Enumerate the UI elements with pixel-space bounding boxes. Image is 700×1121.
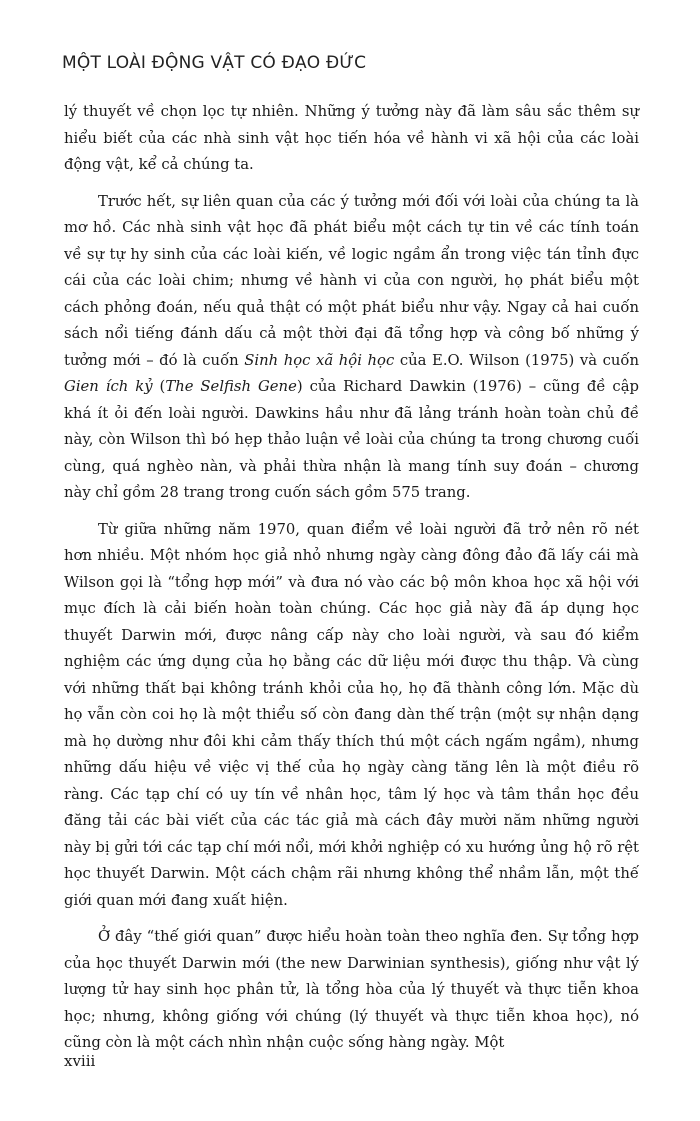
text-run: ( xyxy=(152,378,166,395)
running-head: MỘT LOÀI ĐỘNG VẬT CÓ ĐẠO ĐỨC xyxy=(62,53,367,73)
text-run: Ở đây “thế giới quan” được hiểu hoàn toàn theo nghĩa đen. Sự tổng hợp của học thuyết Darwin mới (the new Darwinian synthesis), giống như vật lý lượng tử hay sinh học phân tử, là tổng hòa của lý thuyết và thực tiễn khoa học; nhưng, không giống với chúng (lý thuyết và thực tiễn khoa học), nó cũng còn là một cách nhìn nhận cuộc sống hàng ngày. Một xyxy=(64,928,639,1051)
text-run: Từ giữa những năm 1970, quan điểm về loài người đã trở nên rõ nét hơn nhiều. Một nhóm học giả nhỏ nhưng ngày càng đông đảo đã lấy cái mà Wilson gọi là “tổng hợp mới” và đưa nó vào các bộ môn khoa học xã hội với mục đích là cải biến hoàn toàn chúng. Các học giả này đã áp dụng học thuyết Darwin mới, được nâng cấp này cho loài người, và sau đó kiểm nghiệm các ứng dụng của họ bằng các dữ liệu mới được thu thập. Và cùng với những thất bại không tránh khỏi của họ, họ đã thành công lớn. Mặc dù họ vẫn còn coi họ là một thiểu số còn đang dàn thế trận (một sự nhận dạng mà họ dường như đôi khi cảm thấy thích thú một cách ngấm ngầm), nhưng những dấu hiệu về việc vị thế của họ ngày càng tăng lên là một điều rõ ràng. Các tạp chí có uy tín về nhân học, tâm lý học và tâm thần học đều đăng tải các bài viết của các tác giả mà cách đây mười năm những người này bị gửi tới các tạp chí mới nổi, mới khởi nghiệp có xu hướng ủng hộ rõ rệt học thuyết Darwin. Một cách chậm rãi nhưng không thể nhầm lẫn, một thế giới quan mới đang xuất hiện. xyxy=(64,520,639,909)
text-run: của E.O. Wilson (1975) và cuốn xyxy=(394,351,640,369)
paragraph-4 xyxy=(64,924,639,1057)
paragraph-3 xyxy=(64,517,639,915)
body-text xyxy=(64,99,639,1067)
text-run: lý thuyết về chọn lọc tự nhiên. Những ý tưởng này đã làm sâu sắc thêm sự hiểu biết của các nhà sinh vật học tiến hóa về hành vi xã hội của các loài động vật, kể cả chúng ta. xyxy=(64,103,639,173)
paragraph-1 xyxy=(64,99,639,179)
italic-title: The Selfish Gene xyxy=(165,378,297,395)
page-number: xviii xyxy=(64,1052,96,1070)
italic-title: Sinh học xã hội học xyxy=(244,351,395,369)
text-run: ) của Richard Dawkin (1976) – cũng đề cập khá ít ỏi đến loài người. Dawkins hầu như đã lảng tránh hoàn toàn chủ đề này, còn Wilson thì bó hẹp thảo luận về loài của chúng ta trong chương cuối cùng, quá nghèo nàn, và phải thừa nhận là mang tính suy đoán – chương này chỉ gồm 28 trang trong cuốn sách gồm 575 trang. xyxy=(64,378,640,501)
italic-title: Gien ích kỷ xyxy=(64,378,153,395)
paragraph-2 xyxy=(64,189,639,507)
text-run: Trước hết, sự liên quan của các ý tưởng mới đối với loài của chúng ta là mơ hồ. Các nhà sinh vật học đã phát biểu một cách tự tin về các tính toán về sự tự hy sinh của các loài kiến, về logic ngầm ẩn trong việc tán tỉnh đực cái của các loài chim; nhưng về hành vi của con người, họ phát biểu một cách phỏng đoán, nếu quả thật có một phát biểu như vậy. Ngay cả hai cuốn sách nổi tiếng đánh dấu cả một thời đại đã tổng hợp và công bố những ý tưởng mới – đó là cuốn xyxy=(64,192,639,369)
